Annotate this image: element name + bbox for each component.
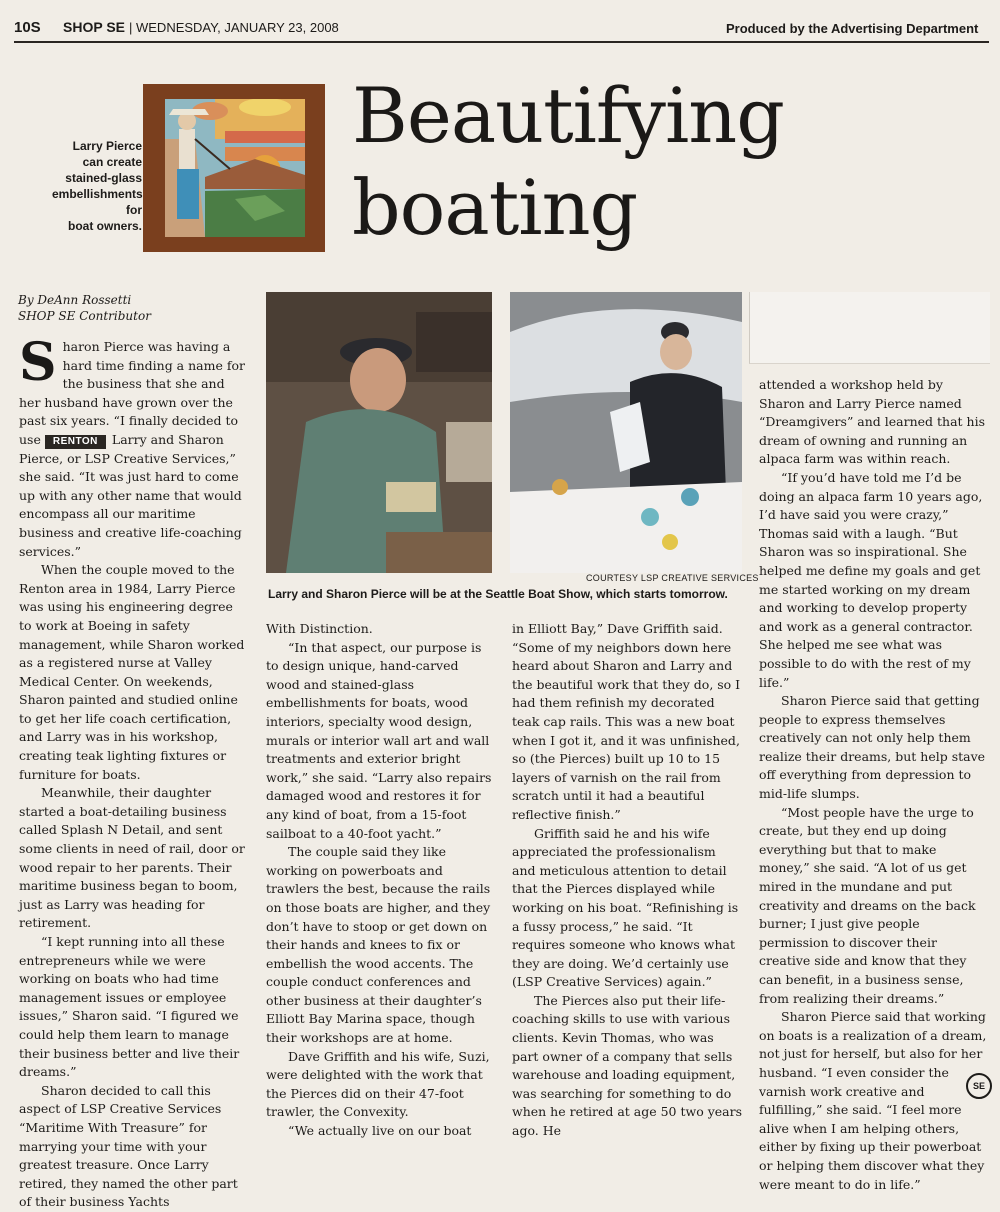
photo-sharon-illustration (510, 292, 742, 573)
se-logo: SE (966, 1073, 992, 1099)
article-column-2 (266, 620, 492, 1141)
paragraph: “Most people have the urge to create, but they end up doing everything but that to make money,” she said. “A lot of us get mired in the mundane and put creativity and dreams on the back burner; I just give people permission to discover their creative side and know that they can benefit, in a business sense, from realizing their dreams.” (759, 804, 976, 1006)
paragraph: “We actually live on our boat (288, 1123, 472, 1139)
lead-text: haron Pierce was having a hard time finding a name for the business that she and her husband have grown over the past six years. “I finally decided to use (19, 339, 245, 447)
article-column-1 (19, 332, 249, 1212)
paragraph: Sharon Pierce said that getting people to express themselves creatively can not only help them realize their dreams, but help stave off everything from depression to mid-life slumps. (759, 693, 986, 802)
section-name: SHOP SE (63, 19, 125, 35)
paragraph: When the couple moved to the Renton area in 1984, Larry Pierce was using his engineering degree to work at Boeing in safety management, while Sharon worked as a registered nurse at Valley Medical Center. On weekends, Sharon painted and studied online to get her life coach certification, and Larry was in his workshop, creating teak lighting fixtures or furniture for boats. (19, 562, 245, 782)
paragraph: Dave Griffith and his wife, Suzi, were delighted with the work that the Pierces did on their 47-foot trawler, the Convexity. (266, 1048, 490, 1120)
paragraph: “If you’d have told me I’d be doing an alpaca farm 10 years ago, I’d have said you were crazy,” Thomas said with a laugh. “But Sharon was so inspirational. She helped me define my goals and get me started working on my dream and working to develop property and work as a general contractor. She helped me see what was possible to do with the rest of my life.” (759, 469, 983, 690)
paragraph: Sharon Pierce said that working on boats is a realization of a dream, not just for herself, but also for her husband. “I even consider the varnish work creative and fulfilling,” she said. “I feel more alive when I am helping others, either by fixing up their powerboat or helping them discover what they were meant to do in life.” (759, 1009, 987, 1192)
paragraph: Sharon decided to call this aspect of LSP Creative Services “Maritime With Treasure” for marrying your time with your greatest treasure. Once Larry retired, they named the other part of their business Yachts (19, 1082, 238, 1210)
photo-sharon-pierce (510, 292, 742, 573)
photo-placeholder (749, 292, 990, 364)
photo-caption: Larry and Sharon Pierce will be at the Seattle Boat Show, which starts tomorrow. (268, 587, 728, 601)
dateline: | WEDNESDAY, JANUARY 23, 2008 (129, 20, 339, 35)
kicker-line: stained-glass (65, 171, 142, 185)
paragraph: in Elliott Bay,” Dave Griffith said. “Some of my neighbors down here heard about Sharon and Larry and the beautiful work that they do, so I had them refinish my decorated teak cap rails. This was a new boat when I got it, and it was unfinished, so (the Pierces) built up 10 to 15 layers of varnish on the rail from scratch until it had a beautiful reflective finish.” (512, 621, 741, 822)
author-name: By DeAnn Rossetti (18, 293, 132, 307)
photo-larry-illustration (266, 292, 492, 573)
stained-glass-image (165, 99, 305, 237)
kicker-line: Larry Pierce (72, 139, 142, 153)
stained-glass-illustration (165, 99, 305, 237)
paragraph: With Distinction. (266, 621, 373, 636)
page-number: 10S (14, 19, 41, 36)
paragraph: “I kept running into all these entrepreneurs while we were working on boats who had time management issues or employee issues,” Sharon said. “I figured we could help them learn to manage their business better and live their dreams.” (19, 934, 240, 1080)
photo-larry-pierce (266, 292, 492, 573)
kicker-line: can create (82, 155, 142, 169)
paragraph: The couple said they like working on powerboats and trawlers the best, because the rails on those boats are higher, and they don’t have to stoop or get down on their hands and knees to fix or embellish the wood accents. The couple conduct conferences and other business at their daughter’s Elliott Bay Marina space, though their workshops are at home. (266, 844, 491, 1046)
author-role: SHOP SE Contributor (18, 309, 151, 323)
headline (352, 70, 784, 254)
byline (18, 292, 151, 324)
paragraph: The Pierces also put their life-coaching skills to use with various clients. Kevin Thomas, who was part owner of a company that sells warehouse and loading equipment, was searching for something to do when he retired at age 50 two years ago. He (512, 992, 743, 1139)
location-tag: RENTON (45, 435, 106, 449)
photo-credit: COURTESY LSP CREATIVE SERVICES (586, 573, 759, 583)
photo-kicker (52, 138, 142, 234)
drop-cap: S (19, 332, 57, 393)
paragraph (19, 332, 249, 561)
article-column-4 (759, 376, 989, 1194)
headline-line: Beautifying (352, 71, 784, 160)
kicker-line: embellishments for (52, 187, 143, 217)
paragraph: attended a workshop held by Sharon and Larry Pierce named “Dreamgivers” and learned that his dream of owning and running an alpaca farm was within reach. (759, 377, 986, 467)
header-rule (14, 41, 989, 43)
paragraph: “In that aspect, our purpose is to design unique, hand-carved wood and stained-glass embellishments for boats, wood interiors, specialty wood design, murals or interior wall art and wall treatments and exterior bright work,” she said. “Larry also repairs damaged wood and restores it for any kind of boat, from a 15-foot sailboat to a 40-foot yacht.” (266, 639, 492, 841)
paragraph: Griffith said he and his wife appreciated the professionalism and meticulous attention to detail that the Pierces displayed while working on his boat. “Refinishing is a fussy process,” he said. “It requires someone who knows what they are doing. We’d certainly use (LSP Creative Services) again.” (512, 825, 739, 990)
department-credit: Produced by the Advertising Department (726, 21, 979, 36)
paragraph: Meanwhile, their daughter started a boat-detailing business called Splash N Detail, and sent some clients in need of rail, door or wood repair to her parents. Their maritime business began to boom, just as Larry was heading for retirement. (19, 785, 245, 931)
lead-text-continued: Larry and Sharon Pierce, or LSP Creative Services,” she said. “It was just hard to come up with any other name that would encompass all our maritime business and creative life-coaching services.” (19, 431, 242, 559)
kicker-line: boat owners. (67, 219, 142, 233)
headline-line: boating (352, 163, 638, 252)
article-column-3 (512, 620, 742, 1141)
